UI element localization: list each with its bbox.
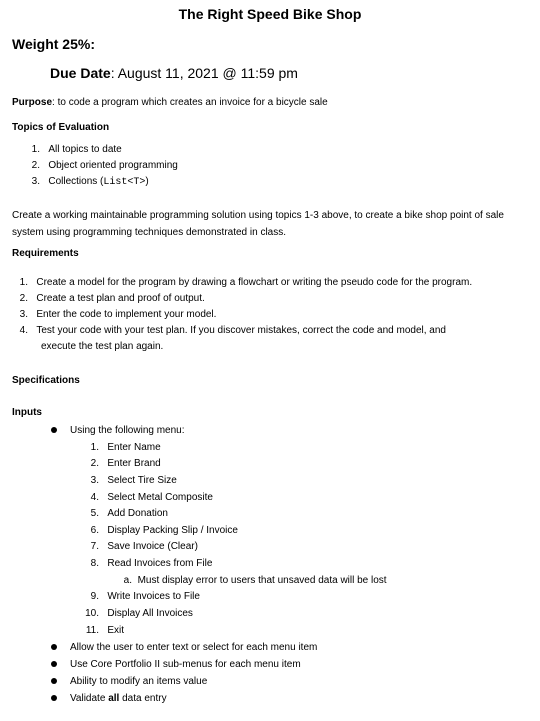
list-item: [18, 325, 446, 337]
menu-text: Enter Brand: [107, 458, 161, 469]
menu-text: Enter Name: [107, 442, 161, 453]
weight-heading: Weight 25%:: [12, 36, 95, 52]
menu-item: [82, 492, 213, 504]
menu-number: 2.: [90, 458, 99, 469]
list-text: All topics to date: [48, 144, 122, 155]
menu-intro-text: Using the following menu:: [70, 425, 185, 436]
list-item: [18, 309, 216, 321]
list-item: [18, 293, 205, 305]
bullet-text-post: data entry: [119, 693, 167, 704]
bullet-icon: [51, 427, 57, 433]
document-title: The Right Speed Bike Shop: [178, 6, 362, 22]
menu-text: Select Metal Composite: [107, 492, 213, 503]
list-text: Create a model for the program by drawing a flowchart or writing the pseudo code for the program.: [36, 277, 473, 288]
bullet-text: Use Core Portfolio II sub-menus for each menu item: [70, 659, 301, 670]
menu-number: 6.: [90, 525, 99, 536]
menu-number: 7.: [90, 541, 99, 552]
list-text: Enter the code to implement your model.: [36, 309, 217, 320]
menu-number: 8.: [90, 558, 99, 569]
specifications-heading: Specifications: [12, 375, 80, 386]
menu-item: [82, 591, 200, 603]
due-date-value: : August 11, 2021 @ 11:59 pm: [110, 65, 298, 81]
list-item: [30, 176, 149, 189]
bullet-icon: [51, 678, 57, 684]
menu-number: 9.: [90, 591, 99, 602]
list-number: 3.: [19, 309, 28, 320]
list-number: 2.: [31, 160, 40, 171]
menu-number: 1.: [90, 442, 99, 453]
list-number: 2.: [19, 293, 28, 304]
menu-subitem: [118, 575, 387, 587]
list-item: [30, 160, 178, 172]
menu-item: [82, 608, 193, 620]
due-date: [50, 65, 298, 81]
menu-text: Add Donation: [107, 508, 168, 519]
list-number: 1.: [19, 277, 28, 288]
menu-text: Read Invoices from File: [107, 558, 213, 569]
list-text: Test your code with your test plan. If you discover mistakes, correct the code and model, and: [36, 325, 446, 336]
bullet-item: [51, 676, 207, 688]
list-text-tail: ): [145, 176, 149, 187]
purpose-text: : to code a program which creates an invoice for a bicycle sale: [52, 97, 328, 108]
menu-number: a.: [123, 575, 132, 586]
menu-item: [82, 458, 161, 470]
bullet-item: [51, 659, 301, 671]
list-item: [18, 277, 472, 289]
bullet-text: Ability to modify an items value: [70, 676, 208, 687]
bullet-icon: [51, 644, 57, 650]
purpose-line: [12, 97, 328, 108]
menu-text: Display All Invoices: [107, 608, 193, 619]
bullet-item: [51, 642, 317, 654]
menu-number: 4.: [90, 492, 99, 503]
bullet-icon: [51, 661, 57, 667]
menu-number: 10.: [85, 608, 99, 619]
list-text: Collections (: [48, 176, 104, 187]
list-text: Object oriented programming: [48, 160, 178, 171]
menu-number: 11.: [85, 625, 99, 636]
requirements-heading: Requirements: [12, 248, 79, 259]
menu-text: Save Invoice (Clear): [107, 541, 198, 552]
list-number: 1.: [31, 144, 40, 155]
menu-item: [82, 475, 177, 487]
purpose-label: Purpose: [12, 97, 53, 108]
menu-text: Must display error to users that unsaved data will be lost: [137, 575, 387, 586]
bullet-text-pre: Validate: [70, 693, 109, 704]
menu-item: [82, 525, 238, 537]
menu-item: [82, 625, 124, 637]
menu-number: 3.: [90, 475, 99, 486]
topics-heading: Topics of Evaluation: [12, 122, 110, 133]
menu-item: [82, 558, 212, 570]
inputs-heading: Inputs: [12, 407, 42, 418]
intro-paragraph: Create a working maintainable programming solution using topics 1-3 above, to create a bike shop point of sale system using programming techniques demonstrated in class.: [12, 210, 504, 238]
list-number: 3.: [31, 176, 40, 187]
menu-intro-bullet: [51, 425, 185, 437]
menu-number: 5.: [90, 508, 99, 519]
menu-item: [82, 442, 161, 454]
list-item: [30, 144, 122, 156]
due-date-label: Due Date: [50, 65, 111, 81]
menu-text: Select Tire Size: [107, 475, 177, 486]
menu-item: [82, 541, 198, 553]
menu-text: Exit: [107, 625, 125, 636]
list-number: 4.: [19, 325, 28, 336]
bullet-text: Allow the user to enter text or select for each menu item: [70, 642, 318, 653]
bullet-icon: [51, 695, 57, 701]
code-text: List<T>: [103, 177, 146, 188]
menu-text: Display Packing Slip / Invoice: [107, 525, 238, 536]
list-item-continuation: [41, 341, 163, 353]
bullet-item: [51, 693, 167, 705]
list-text: execute the test plan again.: [41, 341, 164, 352]
bullet-text-bold: all: [108, 693, 120, 704]
menu-text: Write Invoices to File: [107, 591, 200, 602]
menu-item: [82, 508, 168, 520]
list-text: Create a test plan and proof of output.: [36, 293, 205, 304]
